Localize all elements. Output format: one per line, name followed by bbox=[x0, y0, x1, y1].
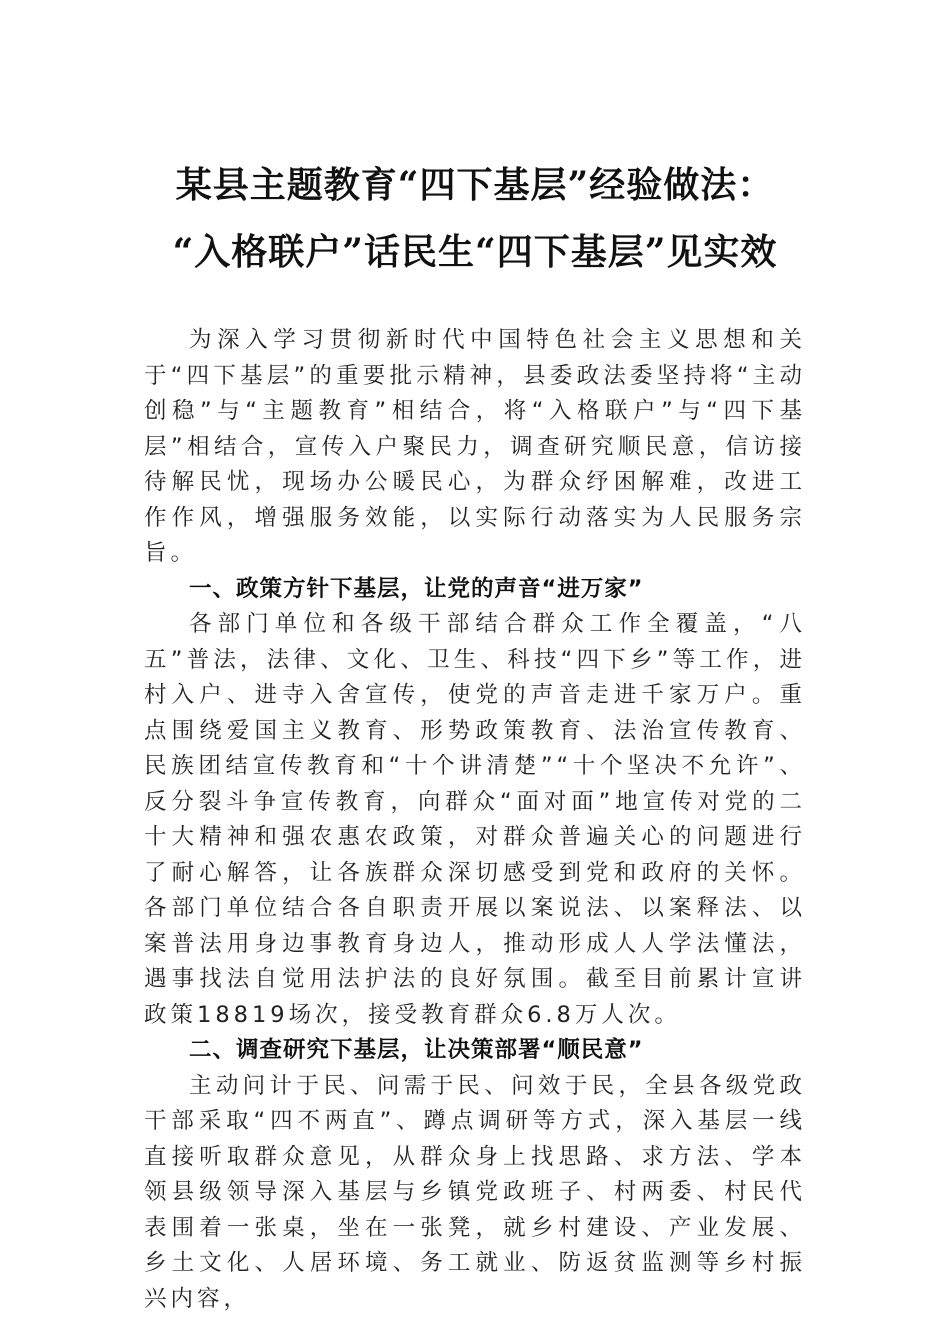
section-heading-1: 一、政策方针下基层，让党的声音“进万家” bbox=[189, 575, 644, 602]
document-title-line-2: “入格联户”话民生“四下基层”见实效 bbox=[172, 231, 778, 273]
document-body bbox=[144, 323, 806, 1317]
section-paragraph-1: 各部门单位和各级干部结合群众工作全覆盖，“八五”普法，法律、文化、卫生、科技“四下乡”等工作，进村入户、进寺入舍宣传，使党的声音走进千家万户。重点围绕爱国主义教育、形势政策教育、法治宣传教育、民族团结宣传教育和“十个讲清楚”“十个坚决不允许”、反分裂斗争宣传教育，向群众“面对面”地宣传对党的二十大精神和强农惠农政策，对群众普遍关心的问题进行了耐心解答，让各族群众深切感受到党和政府的关怀。各部门单位结合各自职责开展以案说法、以案释法、以案普法用身边事教育身边人，推动形成人人学法懂法，遇事找法自觉用法护法的良好氛围。截至目前累计宣讲政策18819场次，接受教育群众6.8万人次。 bbox=[144, 611, 806, 1028]
document-title-line-1: 某县主题教育“四下基层”经验做法： bbox=[175, 164, 775, 206]
intro-paragraph: 为深入学习贯彻新时代中国特色社会主义思想和关于“四下基层”的重要批示精神，县委政法委坚持将“主动创稳”与“主题教育”相结合，将“入格联户”与“四下基层”相结合，宣传入户聚民力，调查研究顺民意，信访接待解民忧，现场办公暖民心，为群众纾困解难，改进工作作风，增强服务效能，以实际行动落实为人民服务宗旨。 bbox=[144, 327, 806, 566]
section-paragraph-2: 主动问计于民、问需于民、问效于民，全县各级党政干部采取“四不两直”、蹲点调研等方式，深入基层一线直接听取群众意见，从群众身上找思路、求方法、学本领县级领导深入基层与乡镇党政班子、村两委、村民代表围着一张桌，坐在一张凳，就乡村建设、产业发展、乡土文化、人居环境、务工就业、防返贫监测等乡村振兴内容， bbox=[144, 1072, 806, 1312]
section-heading-2: 二、调查研究下基层，让决策部署“顺民意” bbox=[189, 1037, 644, 1063]
